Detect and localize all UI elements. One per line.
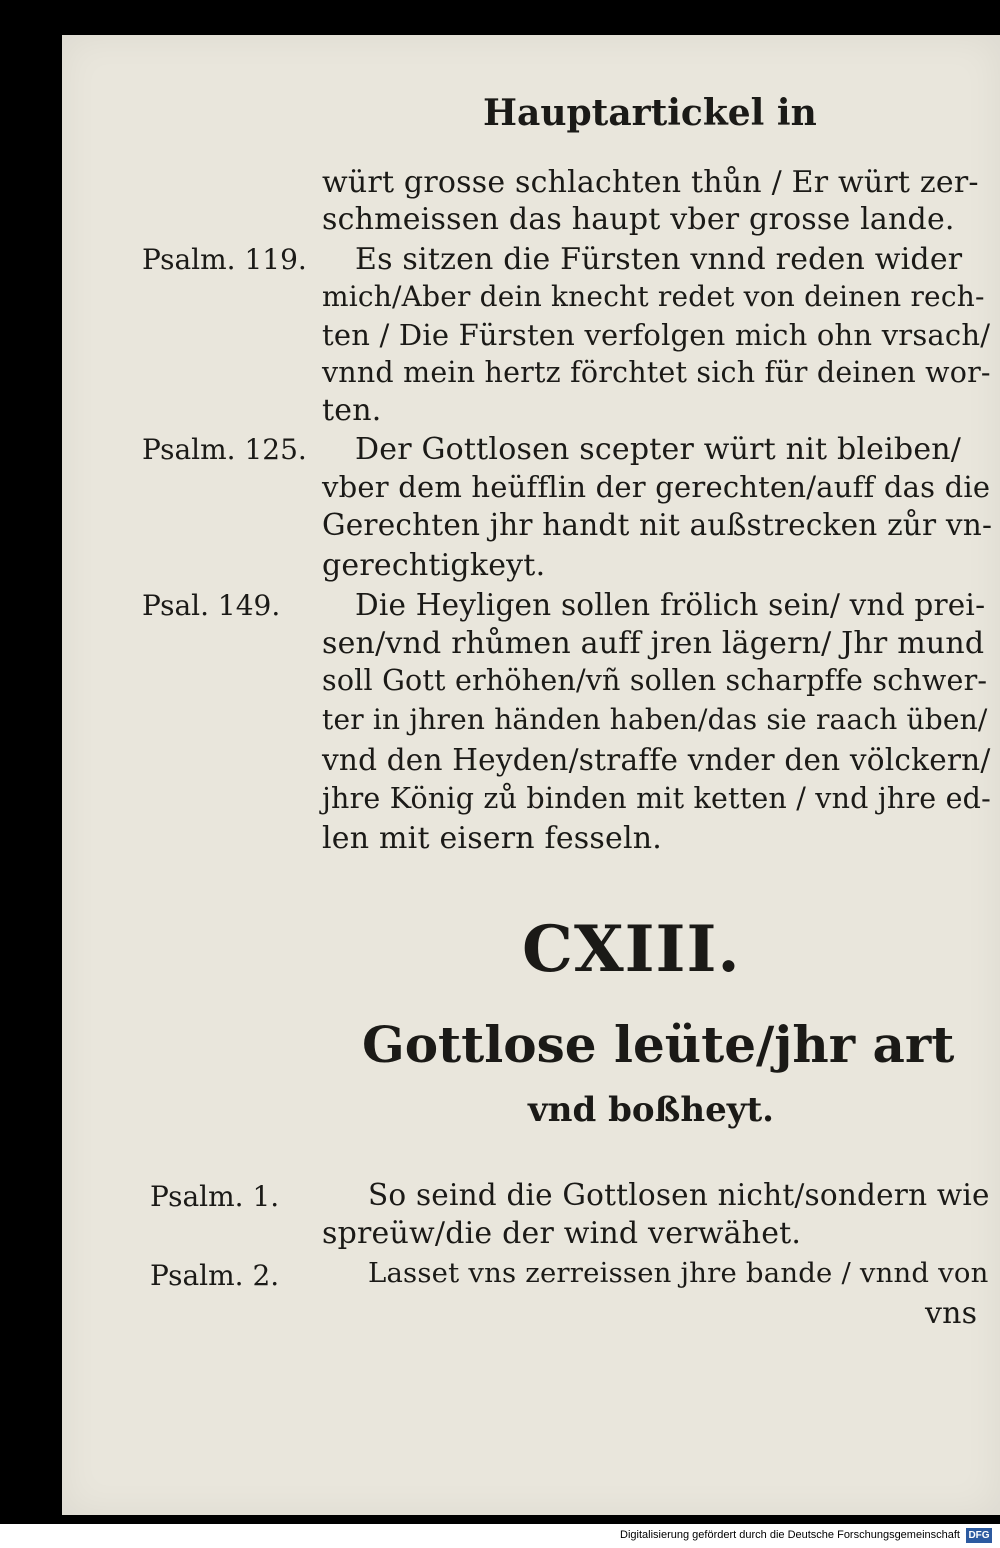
text-line: jhre König zů binden mit ketten / vnd jhre ed- [322, 782, 991, 815]
footer-credit: Digitalisierung gefördert durch die Deutsche Forschungsgemeinschaft [620, 1529, 960, 1541]
margin-note: Psalm. 1. [150, 1180, 280, 1213]
text-line: ten / Die Fürsten verfolgen mich ohn vrsach/ [322, 318, 991, 352]
chapter-title: Gottlose leüte/jhr art [362, 1015, 955, 1074]
text-line: spreüw/die der wind verwähet. [322, 1216, 802, 1251]
text-line: vnnd mein hertz förchtet sich für deinen wor- [322, 356, 991, 389]
text-line: So seind die Gottlosen nicht/sondern wie [368, 1178, 990, 1212]
margin-note: Psalm. 2. [150, 1259, 280, 1292]
footer-bar [0, 1524, 1000, 1548]
text-line: würt grosse schlachten thůn / Er würt zer- [322, 165, 979, 200]
text-line: Lasset vns zerreissen jhre bande / vnnd von [368, 1257, 989, 1289]
chapter-number: CXIII. [522, 912, 741, 987]
catchword: vns [925, 1296, 978, 1331]
margin-note: Psalm. 125. [142, 433, 307, 466]
text-line: vnd den Heyden/straffe vnder den völckern/ [322, 743, 991, 777]
text-line: mich/Aber dein knecht redet von deinen rech- [322, 280, 985, 313]
text-line: sen/vnd rhůmen auff jren lägern/ Jhr mund [322, 626, 985, 661]
margin-note: Psal. 149. [142, 589, 281, 622]
text-line: soll Gott erhöhen/vñ sollen scharpffe schwer- [322, 664, 988, 697]
text-line: ter in jhren händen haben/das sie raach üben/ [322, 703, 988, 736]
text-line: len mit eisern fesseln. [322, 821, 662, 856]
text-line: ten. [322, 393, 382, 428]
margin-note: Psalm. 119. [142, 243, 307, 276]
text-line: Gerechten jhr handt nit außstrecken zůr vn- [322, 508, 993, 542]
chapter-subtitle: vnd boßheyt. [528, 1090, 775, 1130]
text-line: Die Heyligen sollen frölich sein/ vnd prei- [355, 588, 986, 622]
text-line: schmeissen das haupt vber grosse lande. [322, 202, 955, 237]
dfg-logo-icon: DFG [966, 1528, 992, 1543]
running-head: Hauptartickel in [483, 92, 817, 134]
text-line: gerechtigkeyt. [322, 548, 546, 583]
text-line: Es sitzen die Fürsten vnnd reden wider [355, 242, 963, 277]
text-line: Der Gottlosen scepter würt nit bleiben/ [355, 432, 962, 467]
text-line: vber dem heüfflin der gerechten/auff das die [322, 470, 991, 504]
